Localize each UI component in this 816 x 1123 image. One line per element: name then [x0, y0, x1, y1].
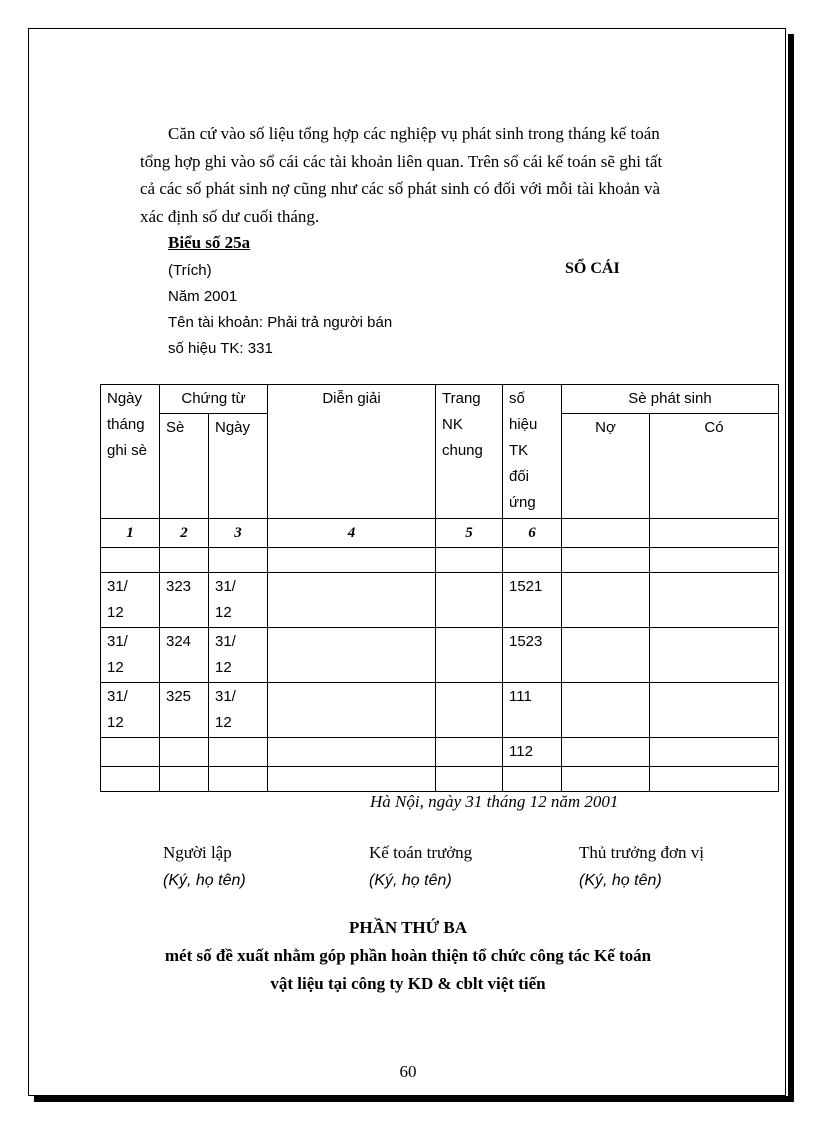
- header-acct-line: ứng: [509, 494, 536, 511]
- intro-line: tổng hợp ghi vào sổ cái các tài khoản liên quan. Trên sổ cái kế toán sẽ ghi tất: [140, 151, 663, 171]
- cell-contra-account: 112: [503, 738, 562, 767]
- cell-date-a: 31/: [107, 578, 128, 595]
- form-title: Biểu số 25a: [168, 233, 251, 252]
- page-border-shadow-bottom: [34, 1096, 794, 1102]
- intro-line: Căn cứ vào số liệu tổng hợp các nghiệp vụ phát sinh trong tháng kế toán: [168, 124, 660, 143]
- col-number-empty: [650, 519, 779, 548]
- part-subtitle-line: mét số đề xuất nhằm góp phần hoàn thiện tổ chức công tác Kế toán: [164, 946, 652, 965]
- header-voucher: Chứng từ: [160, 385, 268, 414]
- header-page-line: chung: [442, 442, 483, 459]
- signer-preparer: Người lập: [163, 843, 232, 862]
- part-heading: PHẦN THỨ BA: [348, 918, 468, 937]
- cell-voucher-date: [209, 683, 268, 738]
- table-row-blank: [101, 548, 779, 573]
- header-row: [101, 385, 779, 414]
- header-acct-line: hiệu: [509, 416, 538, 433]
- col-number-empty: [562, 519, 650, 548]
- ledger-table: [100, 384, 779, 792]
- table-row: [101, 683, 779, 738]
- col-number: 3: [209, 519, 268, 548]
- cell-voucher-no: 324: [160, 628, 209, 683]
- sign-note: (Ký, họ tên): [579, 872, 662, 889]
- intro-line: xác định số dư cuối tháng.: [140, 206, 320, 226]
- cell-date-b: 12: [107, 604, 124, 621]
- extract-label: (Trích): [168, 262, 212, 279]
- cell-vdate-a: 31/: [215, 633, 236, 650]
- cell-date-a: 31/: [107, 688, 128, 705]
- header-contra-account: [503, 385, 562, 519]
- page-border-shadow-right: [788, 34, 794, 1102]
- header-page-line: Trang: [442, 390, 481, 407]
- header-credit: Có: [650, 414, 779, 519]
- cell-voucher-no: 323: [160, 573, 209, 628]
- table-row: [101, 573, 779, 628]
- header-date-line: ghi sè: [107, 442, 148, 459]
- header-voucher-date: Ngày: [209, 414, 268, 519]
- signer-chief-accountant: Kế toán trưởng: [369, 843, 473, 862]
- col-number: 5: [436, 519, 503, 548]
- table-row-blank: [101, 767, 779, 792]
- year-label: Năm 2001: [168, 288, 238, 305]
- account-name: Tên tài khoản: Phải trả người bán: [168, 314, 393, 331]
- cell-date-b: 12: [107, 714, 124, 731]
- cell-voucher-no: 325: [160, 683, 209, 738]
- cell-contra-account: 111: [503, 683, 562, 738]
- cell-date: [101, 628, 160, 683]
- cell-vdate-b: 12: [215, 604, 232, 621]
- cell-contra-account: 1523: [503, 628, 562, 683]
- col-number: 6: [503, 519, 562, 548]
- col-number: 1: [101, 519, 160, 548]
- table-row: [101, 738, 779, 767]
- cell-voucher-date: [209, 573, 268, 628]
- col-number: 2: [160, 519, 209, 548]
- intro-paragraph: [140, 120, 752, 230]
- cell-voucher-date: [209, 628, 268, 683]
- header-acct-line: đối: [509, 468, 530, 485]
- cell-date-b: 12: [107, 659, 124, 676]
- account-number: số hiệu TK: 331: [168, 340, 273, 357]
- cell-date: [101, 683, 160, 738]
- cell-date-a: 31/: [107, 633, 128, 650]
- header-description: Diễn giải: [268, 385, 436, 519]
- cell-contra-account: 1521: [503, 573, 562, 628]
- cell-date: [101, 573, 160, 628]
- header-date-line: tháng: [107, 416, 145, 433]
- ledger-title: SỔ CÁI: [565, 260, 620, 277]
- cell-vdate-a: 31/: [215, 578, 236, 595]
- place-date: Hà Nội, ngày 31 tháng 12 năm 2001: [370, 792, 619, 811]
- part-subtitle-line: vật liệu tại công ty KD & cblt việt tiến: [270, 974, 546, 993]
- header-acct-line: số: [509, 390, 525, 407]
- col-number: 4: [268, 519, 436, 548]
- header-acct-line: TK: [509, 442, 529, 459]
- header-date: [101, 385, 160, 519]
- header-journal-page: [436, 385, 503, 519]
- cell-vdate-b: 12: [215, 659, 232, 676]
- sign-note: (Ký, họ tên): [369, 872, 452, 889]
- cell-vdate-b: 12: [215, 714, 232, 731]
- header-voucher-no: Sè: [160, 414, 209, 519]
- column-number-row: [101, 519, 779, 548]
- sign-note: (Ký, họ tên): [163, 872, 246, 889]
- header-amount: Sè phát sinh: [562, 385, 779, 414]
- header-debit: Nợ: [562, 414, 650, 519]
- table-row: [101, 628, 779, 683]
- signer-head: Thủ trưởng đơn vị: [579, 843, 704, 862]
- header-date-line: Ngày: [107, 390, 143, 407]
- cell-vdate-a: 31/: [215, 688, 236, 705]
- header-page-line: NK: [442, 416, 463, 433]
- page-number: 60: [399, 1062, 417, 1081]
- intro-line: cả các số phát sinh nợ cũng như các số phát sinh có đối với mỗi tài khoản và: [140, 179, 661, 198]
